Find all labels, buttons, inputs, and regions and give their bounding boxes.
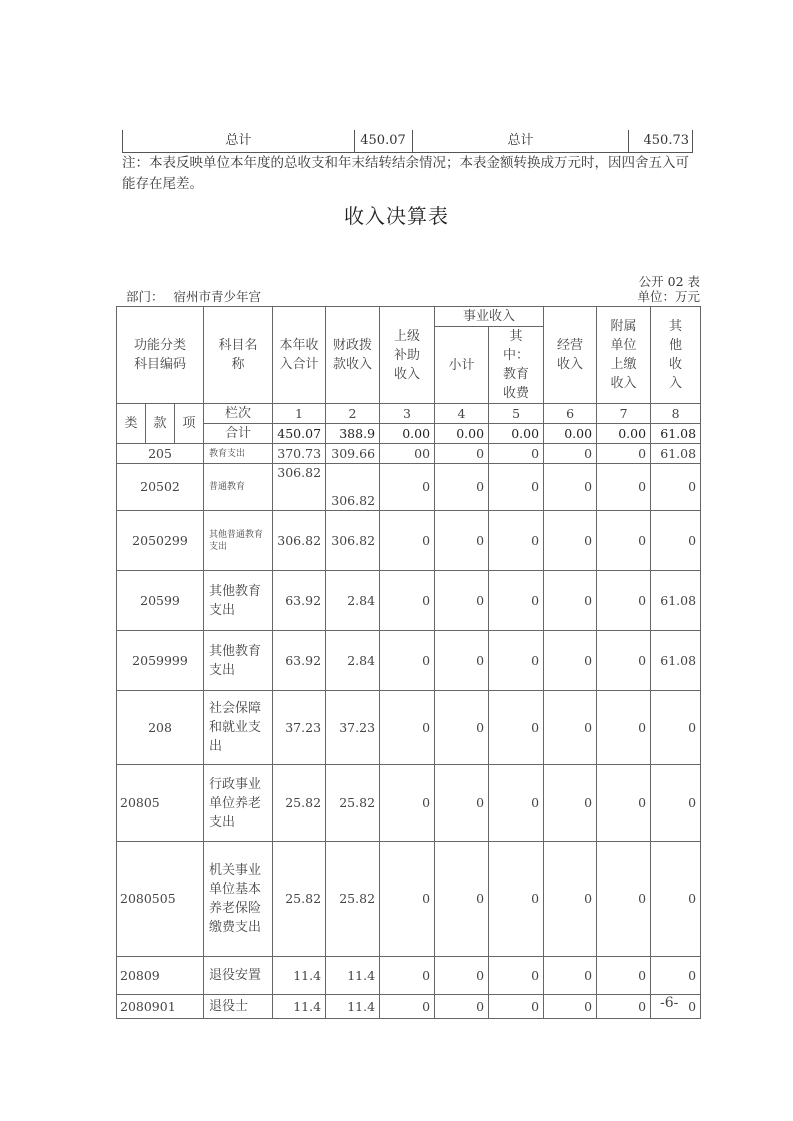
row-value: 0 — [651, 765, 701, 842]
row-value: 61.08 — [651, 444, 701, 464]
row-value: 0 — [544, 957, 597, 995]
row-value: 0 — [597, 464, 651, 511]
row-value: 25.82 — [326, 765, 380, 842]
header-c6: 经营收入 — [544, 307, 597, 404]
row-code: 208 — [117, 691, 204, 765]
row-value: 0 — [597, 765, 651, 842]
row-value: 63.92 — [273, 631, 326, 691]
total-value: 0.00 — [435, 424, 489, 444]
header-c2: 财政拨款收入 — [326, 307, 380, 404]
col-number: 6 — [544, 404, 597, 424]
row-value: 0 — [597, 444, 651, 464]
row-code: 2080505 — [117, 842, 204, 957]
department-label: 部门： — [126, 289, 164, 304]
header-business-income: 事业收入 — [435, 307, 544, 327]
row-name: 社会保障和就业支出 — [204, 691, 273, 765]
row-name: 退役安置 — [204, 957, 273, 995]
table-row — [117, 444, 701, 464]
row-value: 0 — [597, 571, 651, 631]
row-value: 61.08 — [651, 631, 701, 691]
row-value: 306.82 — [273, 511, 326, 571]
row-value: 11.4 — [273, 957, 326, 995]
col-number: 8 — [651, 404, 701, 424]
unit-label: 单位：万元 — [637, 289, 700, 304]
table-row — [117, 691, 701, 765]
row-value: 0 — [597, 842, 651, 957]
row-code: 2059999 — [117, 631, 204, 691]
row-value: 0 — [380, 691, 435, 765]
row-code: 20502 — [117, 464, 204, 511]
previous-table-total-row — [122, 130, 693, 153]
form-code: 公开 02 表 — [638, 274, 700, 289]
row-value: 0 — [597, 511, 651, 571]
table-row — [117, 995, 701, 1019]
row-name: 退役士 — [204, 995, 273, 1019]
total-value: 388.9 — [326, 424, 380, 444]
row-value: 25.82 — [326, 842, 380, 957]
row-value: 0 — [544, 464, 597, 511]
row-value: 37.23 — [273, 691, 326, 765]
header-row — [117, 307, 701, 327]
row-value: 25.82 — [273, 765, 326, 842]
row-value: 0 — [489, 842, 544, 957]
row-value: 0 — [651, 842, 701, 957]
row-value: 0 — [380, 464, 435, 511]
row-value: 0 — [489, 765, 544, 842]
expense-total-label: 总计 — [507, 133, 534, 148]
row-value: 306.82 — [326, 464, 380, 511]
row-value: 0 — [380, 571, 435, 631]
income-total-label: 总计 — [225, 133, 252, 148]
department-line — [126, 287, 261, 305]
col-number: 2 — [326, 404, 380, 424]
row-value: 0 — [380, 765, 435, 842]
header-kuan: 款 — [146, 404, 175, 444]
row-value: 0 — [380, 842, 435, 957]
page-title: 收入决算表 — [344, 204, 449, 228]
row-value: 306.82 — [326, 511, 380, 571]
row-name: 教育支出 — [204, 444, 273, 464]
row-value: 370.73 — [273, 444, 326, 464]
row-value: 0 — [544, 691, 597, 765]
row-value: 0 — [544, 765, 597, 842]
row-value: 0 — [544, 511, 597, 571]
row-value: 0 — [544, 842, 597, 957]
total-label: 合计 — [204, 424, 273, 444]
row-value: 11.4 — [326, 995, 380, 1019]
col-number: 1 — [273, 404, 326, 424]
row-value: 0 — [489, 631, 544, 691]
header-c5: 其中：教育收费 — [489, 327, 544, 404]
table-row — [117, 765, 701, 842]
row-value: 11.4 — [326, 957, 380, 995]
department-name: 宿州市青少年宫 — [173, 289, 262, 304]
row-value: 0 — [435, 957, 489, 995]
row-value: 0 — [435, 631, 489, 691]
row-value: 0 — [651, 957, 701, 995]
row-value: 00 — [380, 444, 435, 464]
row-value: 309.66 — [326, 444, 380, 464]
row-value: 0 — [651, 464, 701, 511]
row-name: 其他教育支出 — [204, 631, 273, 691]
row-value: 0 — [489, 464, 544, 511]
total-value: 450.07 — [273, 424, 326, 444]
row-value: 2.84 — [326, 571, 380, 631]
expense-total-value: 450.73 — [643, 133, 689, 148]
row-value: 0 — [435, 511, 489, 571]
row-name: 其他教育支出 — [204, 571, 273, 631]
table-note: 注：本表反映单位本年度的总收支和年末结转结余情况；本表金额转换成万元时，因四舍五入可能存在尾差。 — [122, 155, 689, 192]
total-value: 0.00 — [597, 424, 651, 444]
header-c7: 附属单位上缴收入 — [597, 307, 651, 404]
row-name: 其他普通教育支出 — [204, 511, 273, 571]
row-code: 205 — [117, 444, 204, 464]
row-value: 0 — [651, 691, 701, 765]
row-value: 0 — [489, 571, 544, 631]
col-number: 5 — [489, 404, 544, 424]
row-name: 机关事业单位基本养老保险缴费支出 — [204, 842, 273, 957]
row-value: 0 — [489, 444, 544, 464]
row-value: 0 — [435, 842, 489, 957]
column-number-row — [117, 404, 701, 424]
header-c4: 小计 — [435, 327, 489, 404]
row-value: 61.08 — [651, 571, 701, 631]
row-value: 25.82 — [273, 842, 326, 957]
row-value: 0 — [435, 444, 489, 464]
total-value: 0.00 — [544, 424, 597, 444]
row-value: 0 — [380, 631, 435, 691]
total-value: 0.00 — [489, 424, 544, 444]
col-number: 7 — [597, 404, 651, 424]
row-value: 306.82 — [273, 464, 326, 511]
row-value: 37.23 — [326, 691, 380, 765]
row-value: 0 — [544, 444, 597, 464]
row-value: 0 — [489, 691, 544, 765]
row-value: 0 — [597, 631, 651, 691]
total-value: 61.08 — [651, 424, 701, 444]
total-row — [117, 424, 701, 444]
row-value: 0 — [544, 631, 597, 691]
table-row — [117, 571, 701, 631]
row-value: 0 — [544, 571, 597, 631]
table-row — [117, 842, 701, 957]
row-value: 0 — [544, 995, 597, 1019]
header-xiang: 项 — [175, 404, 204, 444]
row-value: 0 — [435, 464, 489, 511]
row-value: 63.92 — [273, 571, 326, 631]
row-code: 2080901 — [117, 995, 204, 1019]
table-row — [117, 957, 701, 995]
table-row — [117, 511, 701, 571]
header-c3: 上级补助收入 — [380, 307, 435, 404]
header-lei: 类 — [117, 404, 146, 444]
row-value: 0 — [380, 957, 435, 995]
row-name: 行政事业单位养老支出 — [204, 765, 273, 842]
table-row — [117, 631, 701, 691]
row-value: 0 — [489, 995, 544, 1019]
row-value: 2.84 — [326, 631, 380, 691]
income-table — [116, 306, 701, 1019]
total-value: 0.00 — [380, 424, 435, 444]
row-value: 0 — [435, 691, 489, 765]
header-name: 科目名称 — [204, 307, 273, 404]
row-value: 0 — [597, 691, 651, 765]
row-code: 20809 — [117, 957, 204, 995]
row-value: 0 — [597, 995, 651, 1019]
page-number: -6- — [660, 995, 679, 1011]
header-code: 功能分类科目编码 — [117, 307, 204, 404]
row-value: 0 — [380, 511, 435, 571]
header-c1: 本年收入合计 — [273, 307, 326, 404]
table-row — [117, 464, 701, 511]
row-value: 0 — [435, 995, 489, 1019]
row-value: 0 — [651, 511, 701, 571]
row-value: 0 — [651, 995, 701, 1019]
row-value: 0 — [597, 957, 651, 995]
row-code: 20599 — [117, 571, 204, 631]
header-c8: 其他收入 — [651, 307, 701, 404]
row-code: 20805 — [117, 765, 204, 842]
row-value: 0 — [489, 957, 544, 995]
row-value: 0 — [435, 571, 489, 631]
col-number: 4 — [435, 404, 489, 424]
income-total-value: 450.07 — [360, 133, 406, 148]
row-value: 0 — [435, 765, 489, 842]
row-value: 0 — [380, 995, 435, 1019]
col-number: 3 — [380, 404, 435, 424]
row-value: 0 — [489, 511, 544, 571]
header-lanci: 栏次 — [204, 404, 273, 424]
row-name: 普通教育 — [204, 464, 273, 511]
row-value: 11.4 — [273, 995, 326, 1019]
row-code: 2050299 — [117, 511, 204, 571]
